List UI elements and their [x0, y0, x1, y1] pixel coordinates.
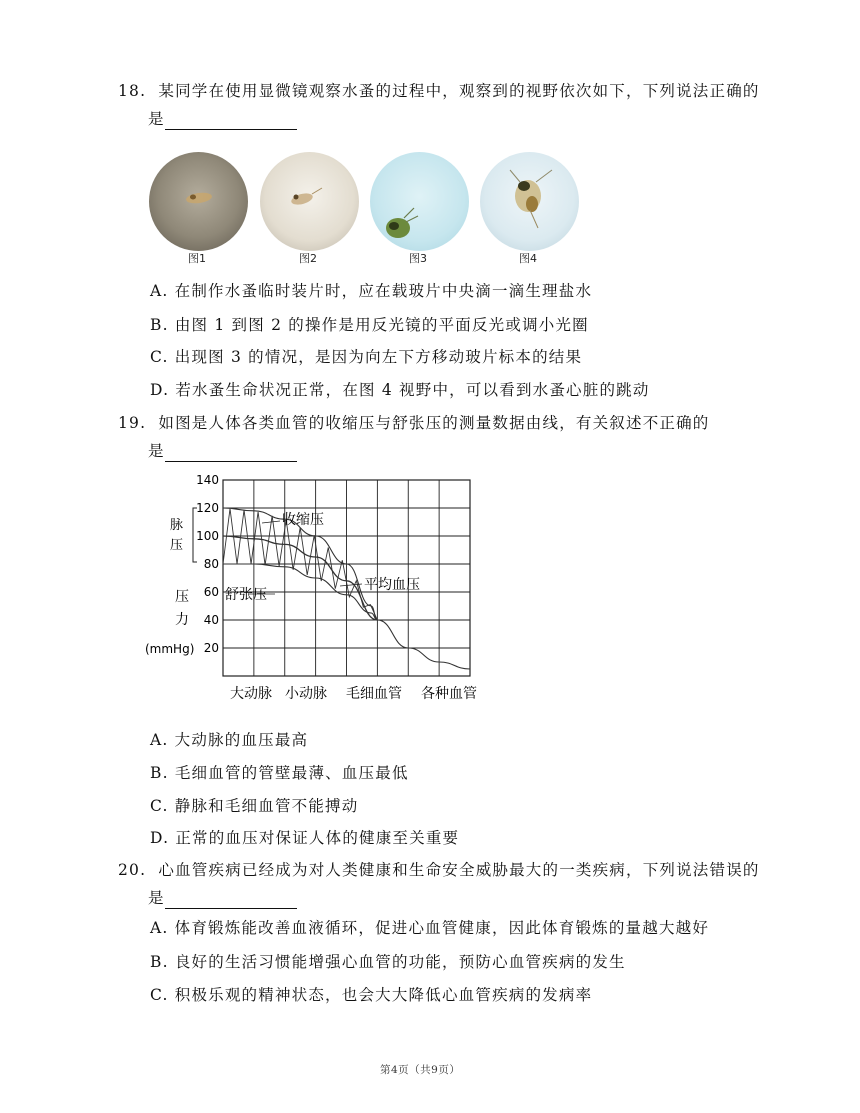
q18-option-a[interactable]: A. 在制作水蚤临时装片时，应在载玻片中央滴一滴生理盐水 — [150, 282, 593, 300]
question-text-cont: 是 — [148, 110, 165, 128]
water-flea-image — [149, 152, 248, 251]
y-label-1: 压 — [175, 589, 189, 605]
question-number: 18. — [118, 82, 147, 100]
figure-caption-1: 图1 — [188, 252, 206, 265]
question-19-stem — [118, 412, 710, 434]
question-text-cont: 是 — [148, 442, 165, 460]
question-text-cont: 是 — [148, 889, 165, 907]
question-text: 如图是人体各类血管的收缩压与舒张压的测量数据由线，有关叙述不正确的 — [158, 414, 710, 432]
pulse-label-1: 脉 — [170, 518, 184, 533]
water-flea-image — [370, 152, 469, 251]
q19-option-b[interactable]: B. 毛细血管的管壁最薄、血压最低 — [150, 764, 409, 782]
figure-caption-4: 图4 — [519, 252, 537, 265]
q19-option-c[interactable]: C. 静脉和毛细血管不能搏动 — [150, 797, 359, 815]
y-label-unit: (mmHg) — [145, 642, 195, 656]
y-tick-label: 120 — [196, 501, 219, 515]
q19-option-a[interactable]: A. 大动脉的血压最高 — [150, 731, 309, 749]
answer-blank — [165, 445, 297, 462]
q18-option-d[interactable]: D. 若水蚤生命状况正常，在图 4 视野中，可以看到水蚤心脏的跳动 — [150, 381, 650, 399]
y-tick-label: 40 — [203, 613, 219, 627]
q18-option-b[interactable]: B. 由图 1 到图 2 的操作是用反光镜的平面反光或调小光圈 — [150, 316, 589, 334]
microscope-view-3 — [370, 152, 469, 251]
figure-caption-2: 图2 — [299, 252, 317, 265]
y-tick-label: 60 — [203, 585, 219, 599]
pulse-label-2: 压 — [170, 538, 184, 553]
q20-option-a[interactable]: A. 体育锻炼能改善血液循环，促进心血管健康，因此体育锻炼的量越大越好 — [150, 919, 710, 937]
y-tick-label: 20 — [203, 641, 219, 655]
q18-option-c[interactable]: C. 出现图 3 的情况，是因为向左下方移动玻片标本的结果 — [150, 348, 583, 366]
x-category-3: 毛细血管 — [346, 686, 402, 702]
question-18-stem — [118, 80, 760, 102]
chart-grid — [223, 480, 470, 676]
page-footer: 第4页（共9页） — [380, 1064, 461, 1076]
question-19-stem-cont — [148, 440, 297, 462]
microscope-view-1 — [149, 152, 248, 251]
question-20-stem — [118, 859, 760, 881]
mean-pressure-curve — [223, 536, 377, 620]
blood-pressure-chart — [140, 466, 500, 712]
question-20-stem-cont — [148, 887, 297, 909]
figure-caption-3: 图3 — [409, 252, 427, 265]
annotation-systolic: 收缩压 — [282, 512, 324, 528]
q20-option-c[interactable]: C. 积极乐观的精神状态，也会大大降低心血管疾病的发病率 — [150, 986, 593, 1004]
x-category-2: 小动脉 — [285, 686, 327, 702]
microscope-view-2 — [260, 152, 359, 251]
x-category-4: 各种血管 — [421, 686, 477, 702]
y-label-2: 力 — [175, 612, 189, 628]
question-number: 19. — [118, 414, 147, 432]
answer-blank — [165, 113, 297, 130]
water-flea-image — [260, 152, 359, 251]
q19-option-d[interactable]: D. 正常的血压对保证人体的健康至关重要 — [150, 829, 460, 847]
x-category-1: 大动脉 — [230, 686, 272, 702]
annotation-diastolic: 舒张压 — [225, 587, 267, 603]
question-18-stem-cont — [148, 108, 297, 130]
question-text: 某同学在使用显微镜观察水蚤的过程中，观察到的视野依次如下，下列说法正确的 — [158, 82, 760, 100]
question-number: 20. — [118, 861, 147, 879]
y-tick-label: 100 — [196, 529, 219, 543]
water-flea-image — [480, 152, 579, 251]
y-tick-label: 80 — [203, 557, 219, 571]
y-axis-ticks — [196, 473, 219, 655]
microscope-view-4 — [480, 152, 579, 251]
question-text: 心血管疾病已经成为对人类健康和生命安全威胁最大的一类疾病，下列说法错误的 — [158, 861, 760, 879]
y-tick-label: 140 — [196, 473, 219, 487]
q20-option-b[interactable]: B. 良好的生活习惯能增强心血管的功能，预防心血管疾病的发生 — [150, 953, 626, 971]
answer-blank — [165, 892, 297, 909]
annotation-mean: 平均血压 — [364, 577, 420, 593]
